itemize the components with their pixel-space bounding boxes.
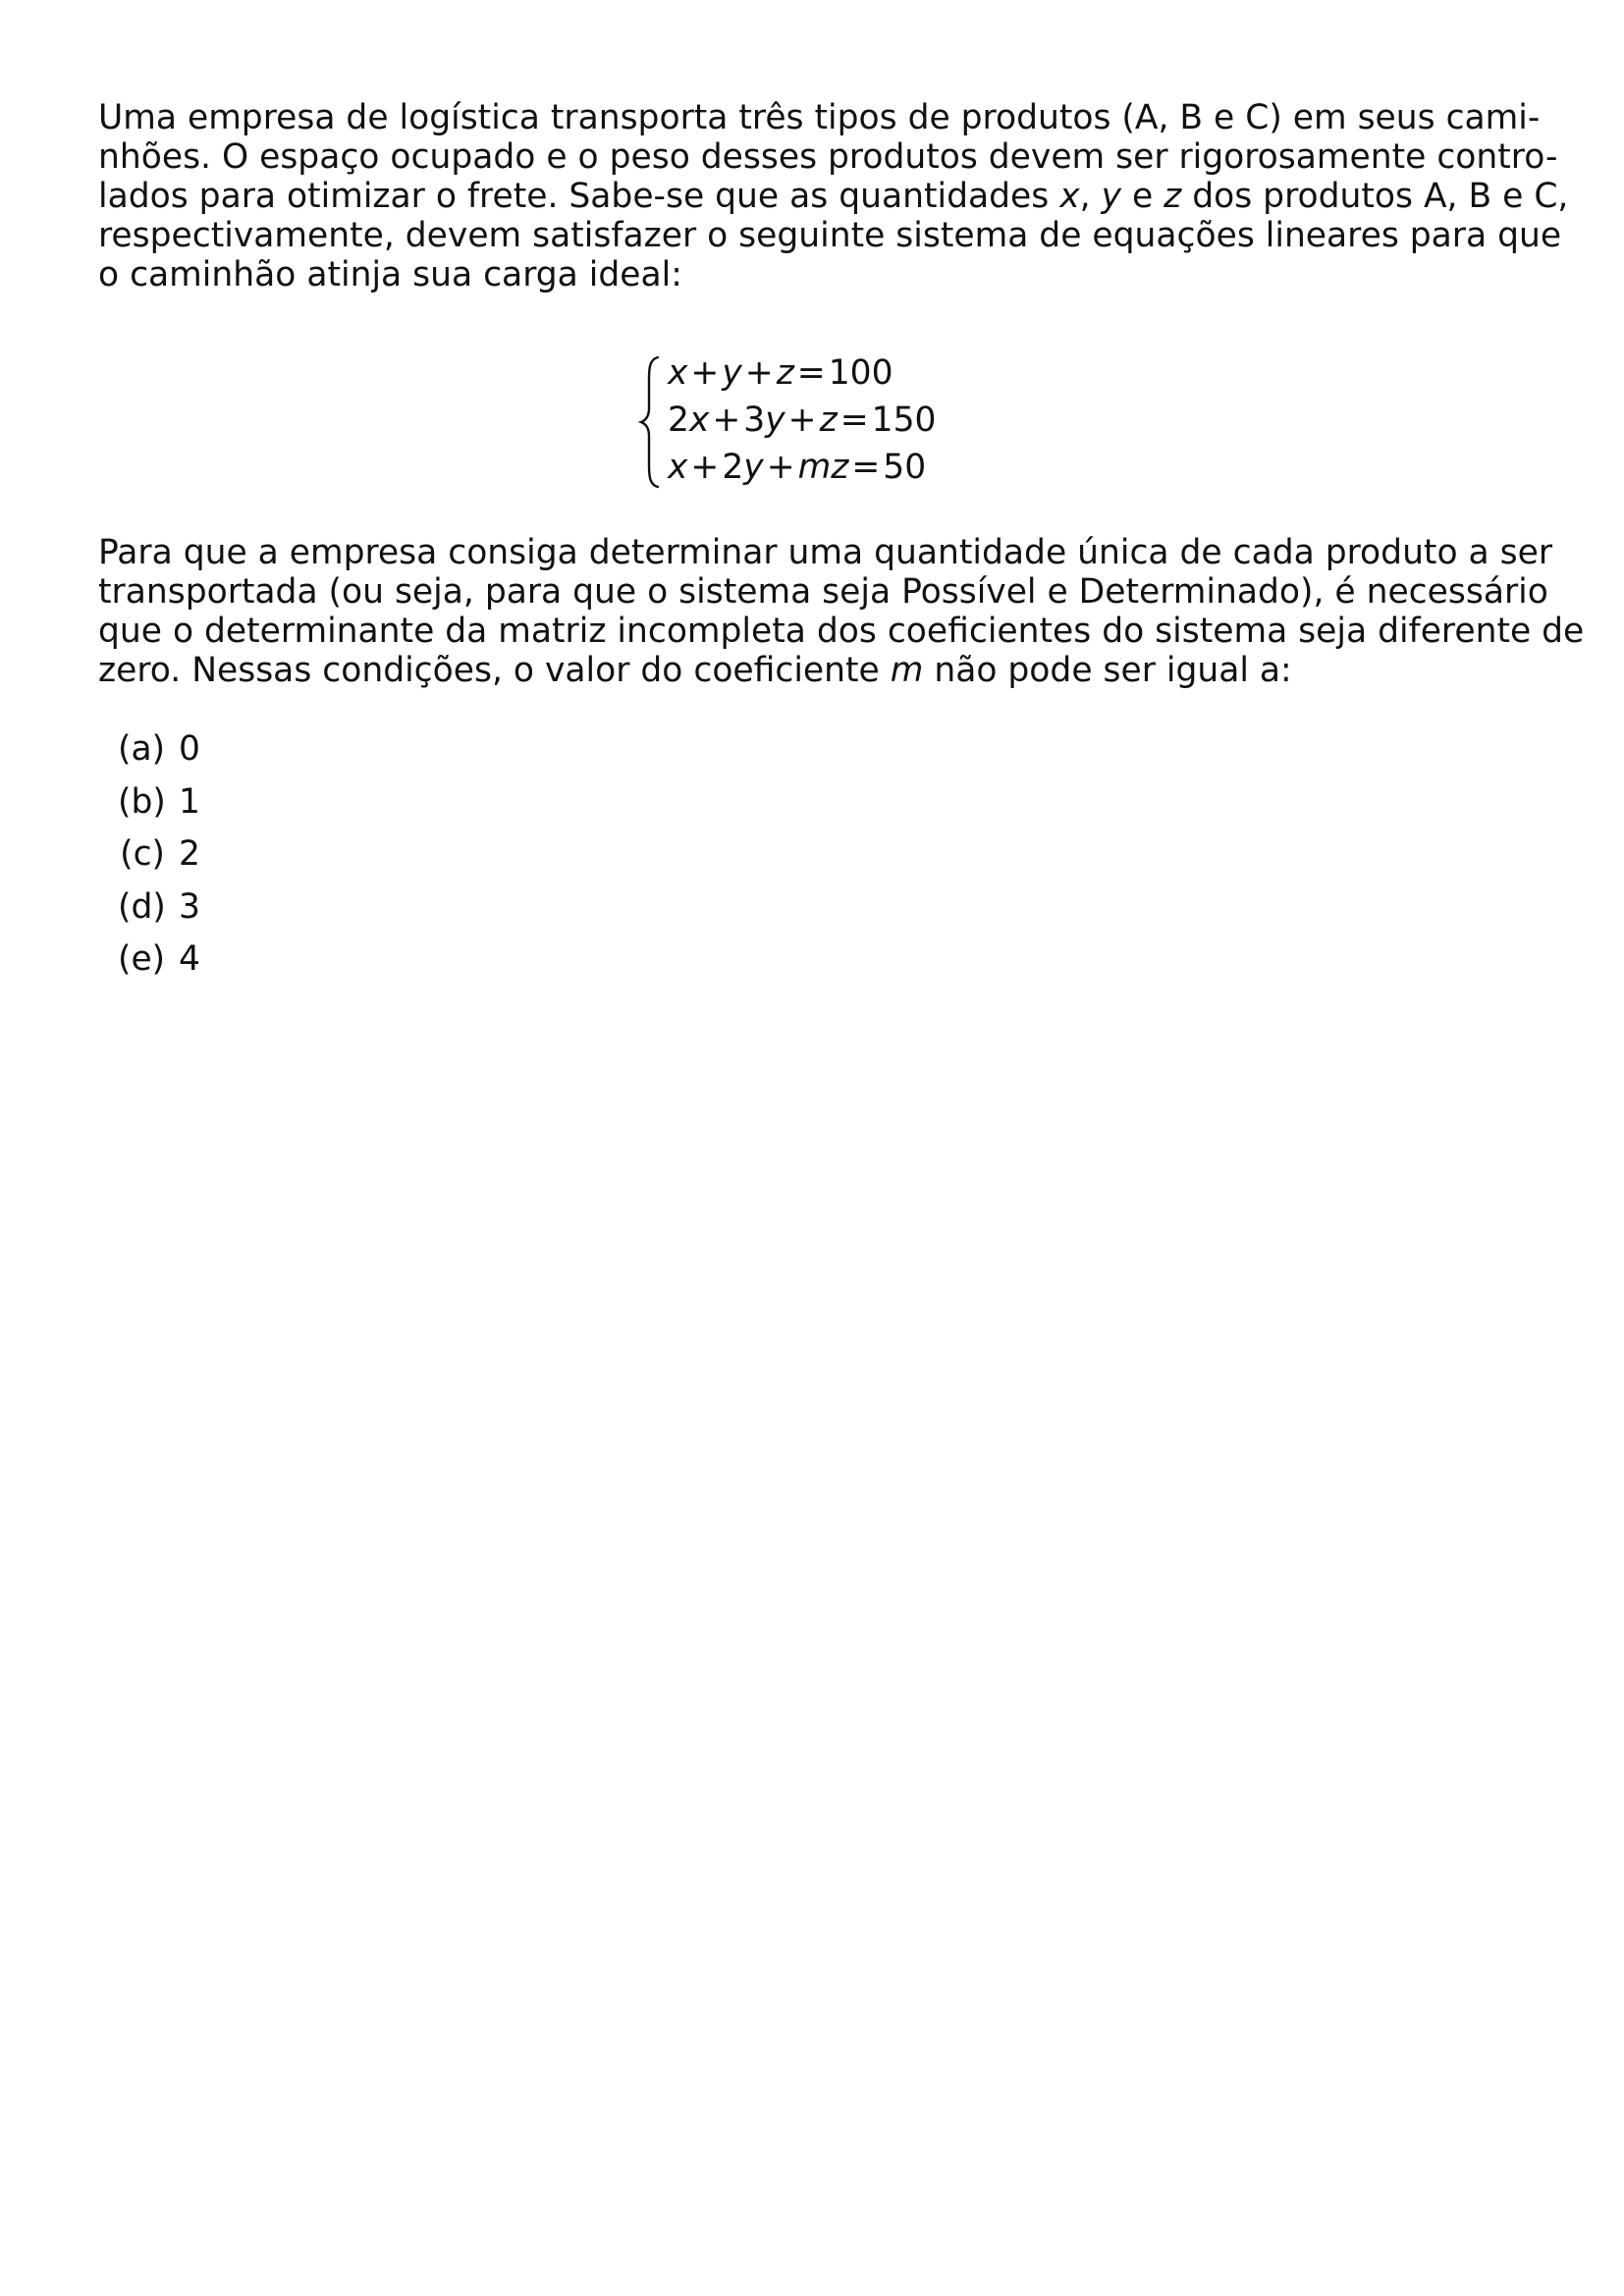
math-variable: y (765, 400, 785, 440)
option-item[interactable] (118, 939, 200, 992)
math-variable: x (668, 353, 688, 393)
option-value: 1 (179, 781, 200, 822)
text-line (98, 533, 1553, 572)
text-run: lados para otimizar o frete. Sabe-se que as quantidades (98, 177, 1060, 216)
math-variable: x (688, 400, 710, 440)
option-item[interactable] (118, 834, 200, 887)
math-operator: + (787, 400, 817, 440)
text-line (98, 651, 1534, 690)
text-run: zero. Nessas condições, o valor do coeficiente (98, 651, 891, 690)
math-variable: z (1164, 177, 1182, 216)
text-line (98, 177, 1569, 216)
math-variable: z (776, 353, 794, 393)
option-label: (b) (118, 781, 166, 822)
text-run: não pode ser igual a: (923, 651, 1292, 690)
math-variable: y (1101, 177, 1121, 216)
option-item[interactable] (118, 887, 200, 940)
intro-paragraph (98, 98, 1569, 294)
text-run: nhões. O espaço ocupado e o peso desses produtos devem ser rigorosamente contro- (98, 137, 1558, 177)
text-run: dos produtos A, B e C, (1181, 177, 1569, 216)
math-operator: + (712, 400, 741, 440)
answer-options (118, 729, 200, 992)
equation-3 (668, 448, 926, 487)
math-operator: + (690, 353, 720, 393)
text-run: , (1079, 177, 1102, 216)
math-variable: x (1059, 177, 1080, 216)
option-value: 2 (179, 834, 200, 874)
math-operator: + (690, 448, 720, 487)
math-variable: z (819, 400, 838, 440)
math-operator: = (796, 353, 826, 393)
option-label: (c) (120, 834, 165, 874)
math-operator: = (851, 448, 881, 487)
text-run: Para que a empresa consiga determinar uma quantidade única de cada produto a ser (98, 533, 1553, 572)
option-value: 0 (179, 729, 200, 769)
math-variable: x (668, 448, 688, 487)
option-value: 4 (179, 939, 200, 979)
option-item[interactable] (118, 782, 200, 835)
left-brace-icon (638, 353, 662, 491)
option-value: 3 (179, 886, 200, 927)
text-line (98, 572, 1548, 612)
option-label: (a) (118, 729, 166, 769)
math-variable: m (890, 651, 924, 690)
math-variable: mz (797, 448, 849, 487)
text-run: o caminhão atinja sua carga ideal: (98, 255, 682, 294)
text-line (98, 255, 1534, 294)
text-line (98, 216, 1562, 255)
option-item[interactable] (118, 729, 200, 782)
text-run: respectivamente, devem satisfazer o seguinte sistema de equações lineares para que (98, 216, 1562, 255)
question-paragraph (98, 533, 1585, 690)
equation-2 (668, 400, 936, 440)
math-operator: + (744, 353, 774, 393)
text-run: transportada (ou seja, para que o sistema seja Possível e Determinado), é necessário (98, 572, 1548, 612)
equation-system (638, 353, 1031, 491)
text-line (98, 612, 1585, 651)
text-line (98, 137, 1558, 177)
option-label: (d) (118, 886, 166, 927)
math-operator: + (766, 448, 795, 487)
math-variable: y (722, 353, 742, 393)
text-run: 50 (883, 448, 927, 487)
option-label: (e) (118, 939, 166, 979)
equation-1 (668, 353, 893, 393)
text-run: 3 (743, 400, 766, 440)
text-run: 2 (668, 400, 689, 440)
math-variable: y (743, 448, 764, 487)
text-run: e (1120, 177, 1164, 216)
text-run: 150 (871, 400, 937, 440)
text-run: que o determinante da matriz incompleta dos coeficientes do sistema seja diferente de (98, 612, 1585, 651)
text-run: 100 (828, 353, 893, 393)
text-line (98, 98, 1541, 137)
text-run: 2 (722, 448, 744, 487)
text-run: Uma empresa de logística transporta três tipos de produtos (A, B e C) em seus cami- (98, 98, 1541, 137)
math-operator: = (839, 400, 869, 440)
